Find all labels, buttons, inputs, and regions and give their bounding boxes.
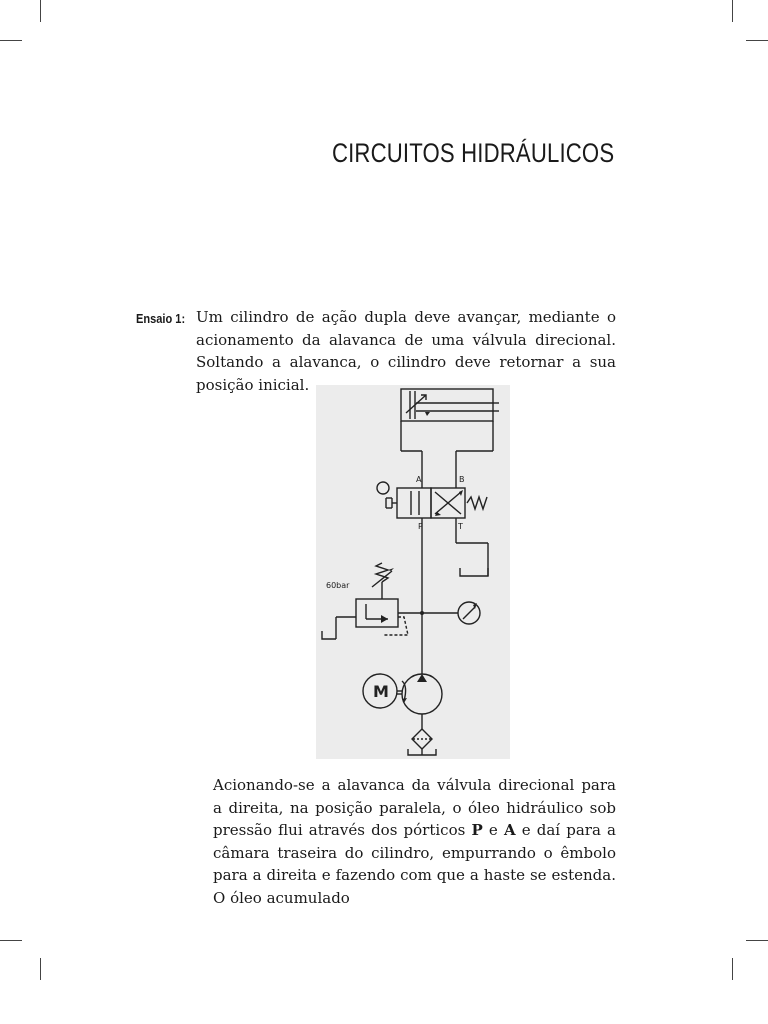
port-t-label: T bbox=[458, 522, 463, 531]
body-text-2: e bbox=[482, 821, 504, 839]
port-a-label: A bbox=[416, 475, 422, 484]
chapter-title: CIRCUITOS HIDRÁULICOS bbox=[331, 138, 614, 168]
port-b-label: B bbox=[459, 475, 465, 484]
relief-pressure-label: 60bar bbox=[326, 581, 350, 590]
exercise-label: Ensaio 1: bbox=[136, 311, 186, 326]
body-paragraph bbox=[213, 774, 616, 909]
crop-mark bbox=[40, 958, 41, 980]
crop-mark bbox=[732, 0, 733, 22]
motor-label: M bbox=[373, 682, 389, 701]
crop-mark bbox=[0, 940, 22, 941]
hydraulic-circuit-diagram bbox=[316, 385, 510, 759]
crop-mark bbox=[746, 940, 768, 941]
body-text-3: e daí para a câmara traseira do cilindro, empurrando o êmbolo para a direita e fazendo com que a haste se estenda. O óleo acumulado bbox=[213, 821, 616, 907]
crop-mark bbox=[732, 958, 733, 980]
exercise-text: Um cilindro de ação dupla deve avançar, mediante o acionamento da alavanca de uma válvula direcional. Soltando a alavanca, o cilindro deve retornar a sua posição inicial. bbox=[196, 308, 616, 394]
crop-mark bbox=[746, 40, 768, 41]
port-p-bold: P bbox=[471, 821, 483, 839]
crop-mark bbox=[0, 40, 22, 41]
crop-mark bbox=[40, 0, 41, 22]
body-text-1: Acionando-se a alavanca da válvula direcional para a direita, na posição paralela, o óleo hidráulico sob pressão flui através dos pórticos bbox=[213, 776, 616, 839]
port-p-label: P bbox=[418, 522, 423, 531]
port-a-bold: A bbox=[503, 821, 516, 839]
